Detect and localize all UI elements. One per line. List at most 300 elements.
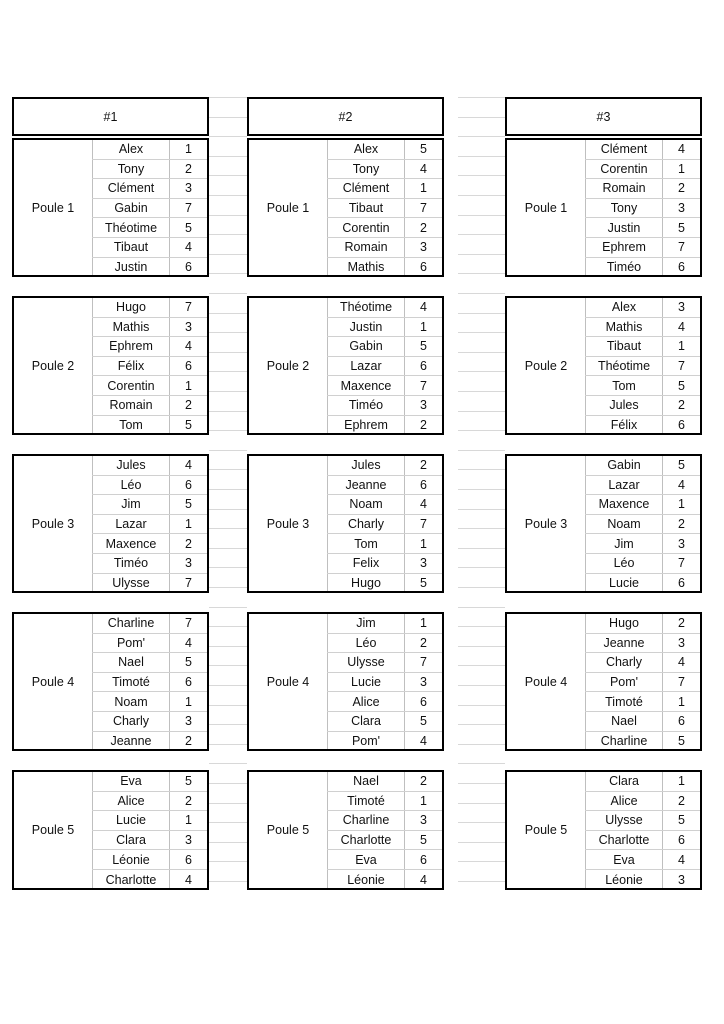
player-number: 1 (405, 614, 442, 634)
player-name: Jules (585, 396, 663, 416)
sheet-gridline (209, 607, 247, 608)
player-number: 6 (170, 673, 207, 693)
player-number: 2 (405, 772, 442, 792)
player-number: 1 (405, 534, 442, 554)
sheet-gridline (458, 665, 505, 666)
sheet-gridline (209, 567, 247, 568)
player-name: Charlotte (105, 872, 157, 887)
sheet-gridline (458, 430, 505, 431)
player-number: 3 (663, 534, 700, 554)
player-name: Maxence (327, 376, 405, 396)
player-number: 1 (405, 318, 442, 338)
player-name: Gabin (92, 199, 170, 219)
round-header-label: #2 (338, 109, 353, 124)
sheet-gridline (209, 587, 247, 588)
player-number: 1 (170, 140, 207, 160)
round-header (12, 97, 209, 136)
player-number: 6 (170, 850, 207, 870)
poule-table (247, 454, 444, 593)
poule-label: Poule 4 (266, 674, 310, 689)
player-number: 4 (663, 653, 700, 673)
sheet-gridline (458, 528, 505, 529)
sheet-gridline (209, 763, 247, 764)
player-name: Tom (119, 418, 143, 433)
player-name: Eva (327, 850, 405, 870)
sheet-gridline (458, 881, 505, 882)
player-number: 3 (405, 396, 442, 416)
player-name: Eva (92, 772, 170, 792)
player-name: Nael (92, 653, 170, 673)
player-name: Gabin (327, 337, 405, 357)
player-name: Tibaut (585, 337, 663, 357)
player-number: 1 (663, 692, 700, 712)
player-number: 4 (420, 872, 427, 887)
sheet-gridline (458, 175, 505, 176)
sheet-gridline (458, 607, 505, 608)
player-number: 6 (405, 357, 442, 377)
player-number: 5 (663, 456, 700, 476)
sheet-gridline (209, 175, 247, 176)
player-name: Justin (114, 260, 148, 275)
player-name: Timoté (327, 792, 405, 812)
player-number: 6 (405, 476, 442, 496)
player-number: 7 (663, 238, 700, 258)
poule-label: Poule 1 (266, 200, 310, 215)
sheet-gridline (209, 705, 247, 706)
sheet-gridline (458, 313, 505, 314)
sheet-gridline (209, 744, 247, 745)
player-name: Jules (92, 456, 170, 476)
sheet-gridline (209, 391, 247, 392)
poule-table (505, 454, 702, 593)
player-name: Ulysse (112, 576, 150, 591)
player-name: Alice (585, 792, 663, 812)
sheet-gridline (209, 97, 247, 98)
poule-table (247, 770, 444, 890)
sheet-gridline (209, 881, 247, 882)
player-number: 2 (663, 396, 700, 416)
player-number: 2 (663, 614, 700, 634)
player-number: 2 (170, 534, 207, 554)
player-name: Noam (585, 515, 663, 535)
sheet-gridline (458, 567, 505, 568)
player-number: 3 (405, 554, 442, 574)
player-number: 7 (663, 673, 700, 693)
player-number: 6 (678, 260, 685, 275)
sheet-gridline (209, 724, 247, 725)
player-number: 1 (170, 515, 207, 535)
player-name: Corentin (92, 376, 170, 396)
poule-table (12, 296, 209, 435)
poule-table (247, 138, 444, 277)
player-name: Clara (92, 831, 170, 851)
player-name: Alex (585, 298, 663, 318)
player-number: 1 (663, 495, 700, 515)
player-name: Jim (585, 534, 663, 554)
sheet-gridline (209, 430, 247, 431)
sheet-gridline (209, 822, 247, 823)
round-header (247, 97, 444, 136)
player-name: Pom' (351, 734, 381, 749)
poule-label: Poule 4 (31, 674, 75, 689)
player-name: Léo (92, 476, 170, 496)
poule-label: Poule 5 (266, 823, 310, 837)
player-name: Eva (585, 850, 663, 870)
sheet-gridline (458, 234, 505, 235)
player-name: Charline (92, 614, 170, 634)
player-name: Maxence (92, 534, 170, 554)
player-number: 4 (663, 850, 700, 870)
player-number: 4 (405, 495, 442, 515)
player-name: Justin (327, 318, 405, 338)
poule-table (505, 138, 702, 277)
player-number: 7 (663, 357, 700, 377)
player-number: 3 (170, 554, 207, 574)
sheet-gridline (209, 411, 247, 412)
sheet-gridline (458, 352, 505, 353)
player-name: Mathis (585, 318, 663, 338)
poule-label: Poule 5 (31, 823, 75, 837)
player-number: 2 (405, 634, 442, 654)
player-number: 5 (405, 337, 442, 357)
player-number: 1 (170, 376, 207, 396)
sheet-gridline (458, 332, 505, 333)
player-name: Mathis (92, 318, 170, 338)
player-name: Alex (92, 140, 170, 160)
player-number: 1 (405, 792, 442, 812)
player-name: Félix (610, 418, 638, 433)
player-name: Tom (327, 534, 405, 554)
poule-label: Poule 3 (524, 516, 568, 531)
player-number: 2 (663, 515, 700, 535)
round-header-label: #3 (596, 109, 611, 124)
sheet-gridline (458, 744, 505, 745)
player-number: 3 (663, 199, 700, 219)
sheet-gridline (209, 234, 247, 235)
player-name: Romain (92, 396, 170, 416)
player-number: 4 (170, 456, 207, 476)
player-name: Jim (327, 614, 405, 634)
player-name: Timéo (92, 554, 170, 574)
player-name: Romain (585, 179, 663, 199)
player-name: Charlotte (327, 831, 405, 851)
player-number: 6 (405, 850, 442, 870)
player-number: 5 (185, 418, 192, 433)
poule-table (247, 296, 444, 435)
player-number: 6 (663, 712, 700, 732)
player-number: 6 (170, 357, 207, 377)
sheet-gridline (458, 97, 505, 98)
player-name: Pom' (585, 673, 663, 693)
player-number: 6 (405, 692, 442, 712)
player-name: Charly (585, 653, 663, 673)
sheet-gridline (209, 156, 247, 157)
player-number: 2 (405, 218, 442, 238)
sheet-gridline (209, 117, 247, 118)
player-name: Tom (585, 376, 663, 396)
player-number: 7 (170, 199, 207, 219)
player-number: 5 (170, 653, 207, 673)
player-name: Lucie (609, 576, 639, 591)
player-name: Théotime (327, 298, 405, 318)
player-name: Ulysse (585, 811, 663, 831)
player-number: 1 (170, 811, 207, 831)
sheet-gridline (209, 352, 247, 353)
sheet-gridline (209, 273, 247, 274)
sheet-gridline (458, 822, 505, 823)
sheet-gridline (458, 273, 505, 274)
player-name: Charly (327, 515, 405, 535)
sheet-gridline (458, 646, 505, 647)
player-number: 2 (170, 792, 207, 812)
player-number: 7 (663, 554, 700, 574)
sheet-gridline (209, 685, 247, 686)
player-number: 2 (170, 396, 207, 416)
player-name: Justin (585, 218, 663, 238)
player-name: Felix (327, 554, 405, 574)
player-number: 4 (663, 476, 700, 496)
player-name: Timoté (585, 692, 663, 712)
player-name: Lazar (327, 357, 405, 377)
poule-table (505, 296, 702, 435)
player-name: Maxence (585, 495, 663, 515)
sheet-gridline (458, 411, 505, 412)
player-number: 3 (170, 179, 207, 199)
player-number: 5 (170, 495, 207, 515)
player-number: 4 (170, 337, 207, 357)
poule-label: Poule 2 (524, 358, 568, 373)
sheet-gridline (458, 705, 505, 706)
player-name: Noam (327, 495, 405, 515)
sheet-gridline (458, 724, 505, 725)
sheet-gridline (458, 803, 505, 804)
player-number: 5 (170, 772, 207, 792)
sheet-gridline (209, 783, 247, 784)
poule-label: Poule 1 (524, 200, 568, 215)
player-name: Ephrem (92, 337, 170, 357)
player-name: Charline (327, 811, 405, 831)
player-name: Alice (327, 692, 405, 712)
sheet-gridline (458, 156, 505, 157)
sheet-gridline (209, 548, 247, 549)
player-name: Lucie (92, 811, 170, 831)
sheet-gridline (209, 313, 247, 314)
poule-table (505, 612, 702, 751)
player-name: Charlotte (585, 831, 663, 851)
round-header (505, 97, 702, 136)
player-number: 5 (663, 218, 700, 238)
player-number: 3 (663, 634, 700, 654)
player-name: Léo (327, 634, 405, 654)
sheet-gridline (458, 783, 505, 784)
player-name: Jeanne (327, 476, 405, 496)
player-name: Ephrem (585, 238, 663, 258)
sheet-gridline (458, 842, 505, 843)
sheet-gridline (458, 293, 505, 294)
player-number: 3 (405, 238, 442, 258)
player-number: 4 (170, 238, 207, 258)
sheet-gridline (458, 136, 505, 137)
player-number: 2 (405, 456, 442, 476)
sheet-gridline (209, 195, 247, 196)
player-number: 6 (170, 476, 207, 496)
poule-table (12, 454, 209, 593)
poule-label: Poule 3 (266, 516, 310, 531)
sheet-gridline (209, 215, 247, 216)
player-name: Corentin (327, 218, 405, 238)
sheet-gridline (458, 685, 505, 686)
player-name: Théotime (585, 357, 663, 377)
player-name: Lucie (327, 673, 405, 693)
player-name: Charline (600, 734, 648, 749)
player-number: 2 (170, 160, 207, 180)
player-number: 3 (170, 318, 207, 338)
sheet-gridline (458, 450, 505, 451)
player-name: Léonie (92, 850, 170, 870)
player-number: 7 (405, 653, 442, 673)
player-name: Gabin (585, 456, 663, 476)
sheet-gridline (458, 548, 505, 549)
player-number: 5 (405, 140, 442, 160)
player-name: Jeanne (110, 734, 152, 749)
player-number: 6 (420, 260, 427, 275)
player-name: Clara (327, 712, 405, 732)
sheet-gridline (458, 509, 505, 510)
player-number: 7 (405, 376, 442, 396)
player-number: 6 (185, 260, 192, 275)
player-name: Clément (585, 140, 663, 160)
player-number: 7 (405, 515, 442, 535)
player-number: 1 (663, 772, 700, 792)
player-name: Hugo (351, 576, 381, 591)
sheet-gridline (209, 469, 247, 470)
player-name: Tony (327, 160, 405, 180)
player-name: Jeanne (585, 634, 663, 654)
poule-table (12, 612, 209, 751)
player-name: Nael (327, 772, 405, 792)
player-name: Félix (92, 357, 170, 377)
player-number: 7 (170, 298, 207, 318)
player-number: 5 (405, 831, 442, 851)
poule-label: Poule 2 (31, 358, 75, 373)
player-number: 1 (170, 692, 207, 712)
player-name: Timéo (327, 396, 405, 416)
sheet-gridline (458, 587, 505, 588)
player-name: Clara (585, 772, 663, 792)
sheet-gridline (458, 371, 505, 372)
player-number: 2 (420, 418, 427, 433)
sheet-gridline (209, 509, 247, 510)
player-name: Léo (585, 554, 663, 574)
player-name: Alex (327, 140, 405, 160)
sheet-gridline (209, 450, 247, 451)
player-name: Ephrem (344, 418, 388, 433)
player-name: Ulysse (327, 653, 405, 673)
sheet-gridline (209, 626, 247, 627)
poule-label: Poule 5 (524, 823, 568, 837)
player-number: 6 (663, 831, 700, 851)
sheet-gridline (209, 646, 247, 647)
player-number: 1 (663, 337, 700, 357)
player-name: Alice (92, 792, 170, 812)
player-name: Tibaut (327, 199, 405, 219)
sheet-gridline (209, 528, 247, 529)
player-number: 6 (678, 418, 685, 433)
player-number: 2 (663, 792, 700, 812)
sheet-gridline (458, 254, 505, 255)
poule-label: Poule 4 (524, 674, 568, 689)
player-number: 1 (405, 179, 442, 199)
player-number: 4 (405, 160, 442, 180)
player-number: 3 (170, 712, 207, 732)
player-number: 4 (405, 298, 442, 318)
sheet-gridline (458, 861, 505, 862)
player-number: 4 (663, 318, 700, 338)
player-number: 5 (663, 376, 700, 396)
sheet-gridline (209, 371, 247, 372)
player-number: 5 (678, 734, 685, 749)
player-name: Jules (327, 456, 405, 476)
player-number: 3 (663, 298, 700, 318)
sheet-gridline (458, 489, 505, 490)
player-number: 3 (170, 831, 207, 851)
sheet-gridline (209, 803, 247, 804)
player-name: Charly (92, 712, 170, 732)
sheet-gridline (458, 763, 505, 764)
player-number: 4 (170, 634, 207, 654)
sheet-gridline (209, 136, 247, 137)
sheet-gridline (458, 117, 505, 118)
sheet-gridline (458, 626, 505, 627)
player-name: Mathis (347, 260, 385, 275)
player-name: Tony (585, 199, 663, 219)
poule-label: Poule 1 (31, 200, 75, 215)
sheet-gridline (458, 469, 505, 470)
player-name: Noam (92, 692, 170, 712)
player-name: Nael (585, 712, 663, 732)
player-name: Hugo (92, 298, 170, 318)
player-number: 5 (663, 811, 700, 831)
player-number: 3 (405, 673, 442, 693)
player-name: Timoté (92, 673, 170, 693)
player-number: 2 (663, 179, 700, 199)
player-number: 6 (678, 576, 685, 591)
sheet-gridline (209, 293, 247, 294)
sheet-gridline (458, 391, 505, 392)
poule-table (12, 138, 209, 277)
sheet-gridline (209, 665, 247, 666)
round-header-label: #1 (103, 109, 118, 124)
poule-label: Poule 3 (31, 516, 75, 531)
player-name: Timéo (606, 260, 642, 275)
player-name: Lazar (585, 476, 663, 496)
player-number: 7 (170, 614, 207, 634)
player-name: Pom' (92, 634, 170, 654)
player-name: Léonie (605, 872, 643, 887)
player-number: 7 (185, 576, 192, 591)
player-number: 3 (405, 811, 442, 831)
player-name: Clément (92, 179, 170, 199)
sheet-gridline (209, 254, 247, 255)
player-number: 4 (420, 734, 427, 749)
poule-table (247, 612, 444, 751)
player-name: Corentin (585, 160, 663, 180)
player-number: 4 (185, 872, 192, 887)
player-name: Lazar (92, 515, 170, 535)
sheet-gridline (209, 861, 247, 862)
player-number: 3 (678, 872, 685, 887)
player-number: 5 (405, 712, 442, 732)
